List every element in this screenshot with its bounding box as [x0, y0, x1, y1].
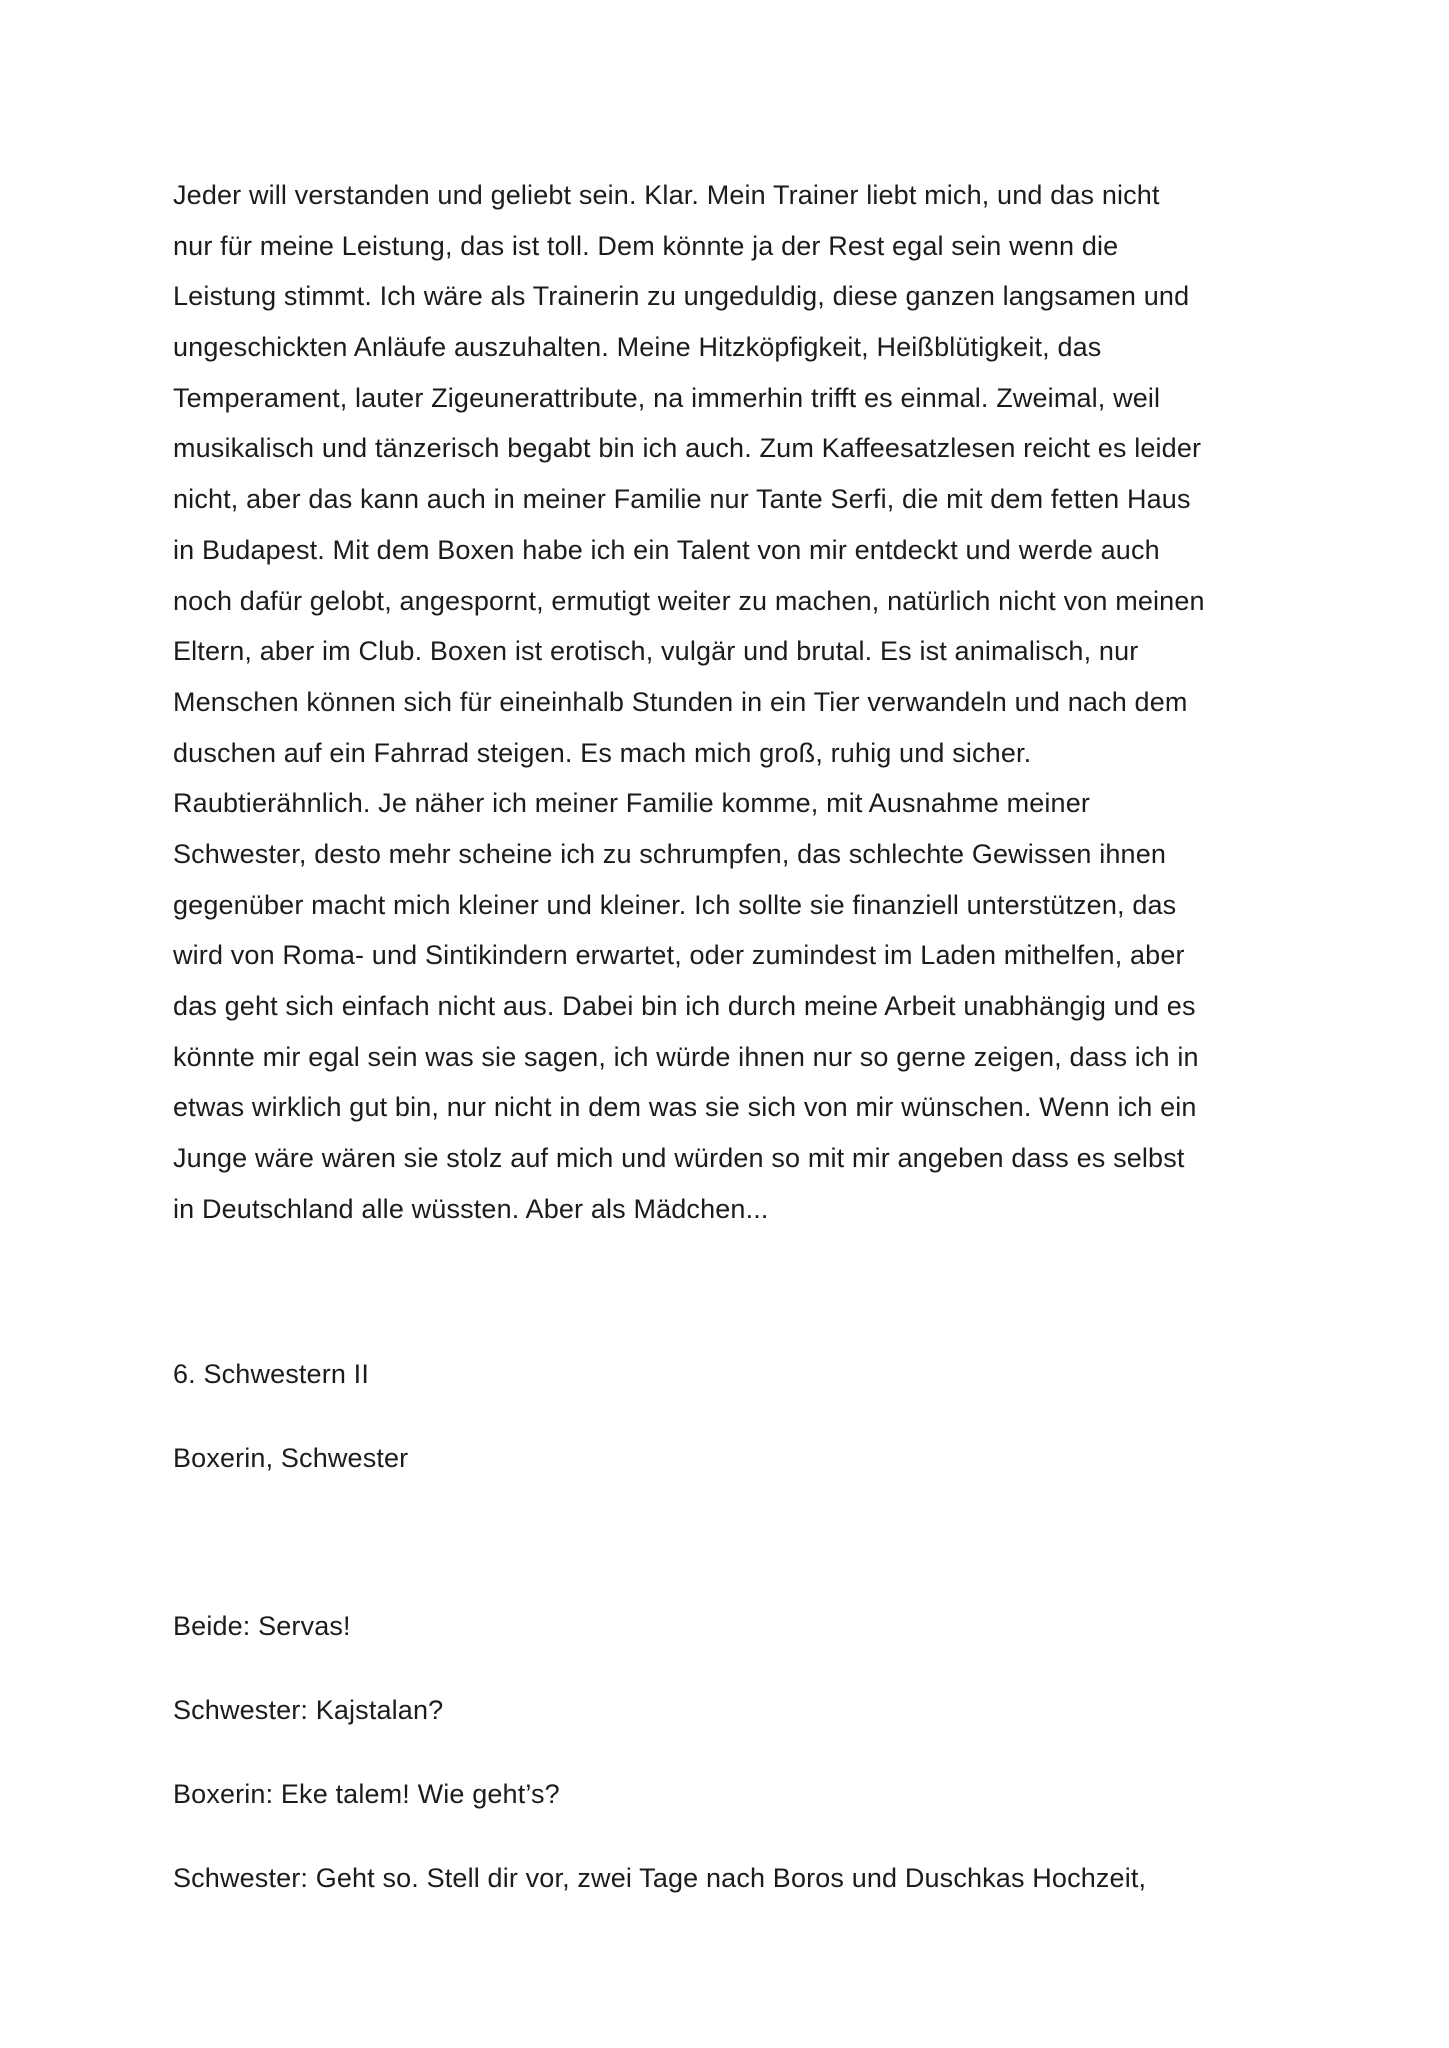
paragraph-line: Jeder will verstanden und geliebt sein. Klar. Mein Trainer liebt mich, und das nicht [173, 180, 1160, 210]
paragraph-line: Temperament, lauter Zigeunerattribute, na immerhin trifft es einmal. Zweimal, weil [173, 382, 1161, 413]
paragraph-line: nicht, aber das kann auch in meiner Familie nur Tante Serfi, die mit dem fetten Haus [173, 484, 1191, 515]
paragraph-line: Raubtierähnlich. Je näher ich meiner Familie komme, mit Ausnahme meiner [173, 788, 1091, 819]
scene-heading: 6. Schwestern II [173, 1359, 369, 1389]
paragraph-line: wird von Roma- und Sintikindern erwartet, oder zumindest im Laden mithelfen, aber [173, 940, 1185, 971]
paragraph-line: duschen auf ein Fahrrad steigen. Es mach mich groß, ruhig und sicher. [173, 737, 1032, 768]
paragraph-line: könnte mir egal sein was sie sagen, ich würde ihnen nur so gerne zeigen, dass ich in [173, 1041, 1199, 1072]
paragraph-line: etwas wirklich gut bin, nur nicht in dem was sie sich von mir wünschen. Wenn ich ein [173, 1092, 1197, 1123]
body-paragraph [173, 170, 1293, 1234]
dialogue-line: Boxerin: Eke talem! Wie geht’s? [173, 1779, 560, 1809]
paragraph-line: gegenüber macht mich kleiner und kleiner. Ich sollte sie finanziell unterstützen, das [173, 889, 1177, 920]
paragraph-line: Eltern, aber im Club. Boxen ist erotisch, vulgär und brutal. Es ist animalisch, nur [173, 636, 1139, 667]
paragraph-line: in Deutschland alle wüssten. Aber als Mädchen... [173, 1193, 769, 1224]
paragraph-line: Junge wäre wären sie stolz auf mich und würden so mit mir angeben dass es selbst [173, 1143, 1185, 1174]
paragraph-line: nur für meine Leistung, das ist toll. Dem könnte ja der Rest egal sein wenn die [173, 230, 1119, 261]
character-list: Boxerin, Schwester [173, 1443, 409, 1473]
paragraph-line: Menschen können sich für eineinhalb Stunden in ein Tier verwandeln und nach dem [173, 686, 1188, 717]
paragraph-line: in Budapest. Mit dem Boxen habe ich ein Talent von mir entdeckt und werde auch [173, 534, 1160, 565]
paragraph-line: Schwester, desto mehr scheine ich zu schrumpfen, das schlechte Gewissen ihnen [173, 838, 1167, 869]
dialogue-line: Beide: Servas! [173, 1611, 351, 1641]
paragraph-line: das geht sich einfach nicht aus. Dabei bin ich durch meine Arbeit unabhängig und es [173, 991, 1196, 1021]
dialogue-line: Schwester: Kajstalan? [173, 1695, 444, 1725]
dialogue-line: Schwester: Geht so. Stell dir vor, zwei Tage nach Boros und Duschkas Hochzeit, [173, 1863, 1147, 1893]
paragraph-line: ungeschickten Anläufe auszuhalten. Meine Hitzköpfigkeit, Heißblütigkeit, das [173, 332, 1102, 363]
paragraph-line: Leistung stimmt. Ich wäre als Trainerin zu ungeduldig, diese ganzen langsamen und [173, 281, 1190, 312]
paragraph-line: noch dafür gelobt, angespornt, ermutigt weiter zu machen, natürlich nicht von meinen [173, 585, 1205, 616]
paragraph-line: musikalisch und tänzerisch begabt bin ich auch. Zum Kaffeesatzlesen reicht es leider [173, 433, 1202, 464]
